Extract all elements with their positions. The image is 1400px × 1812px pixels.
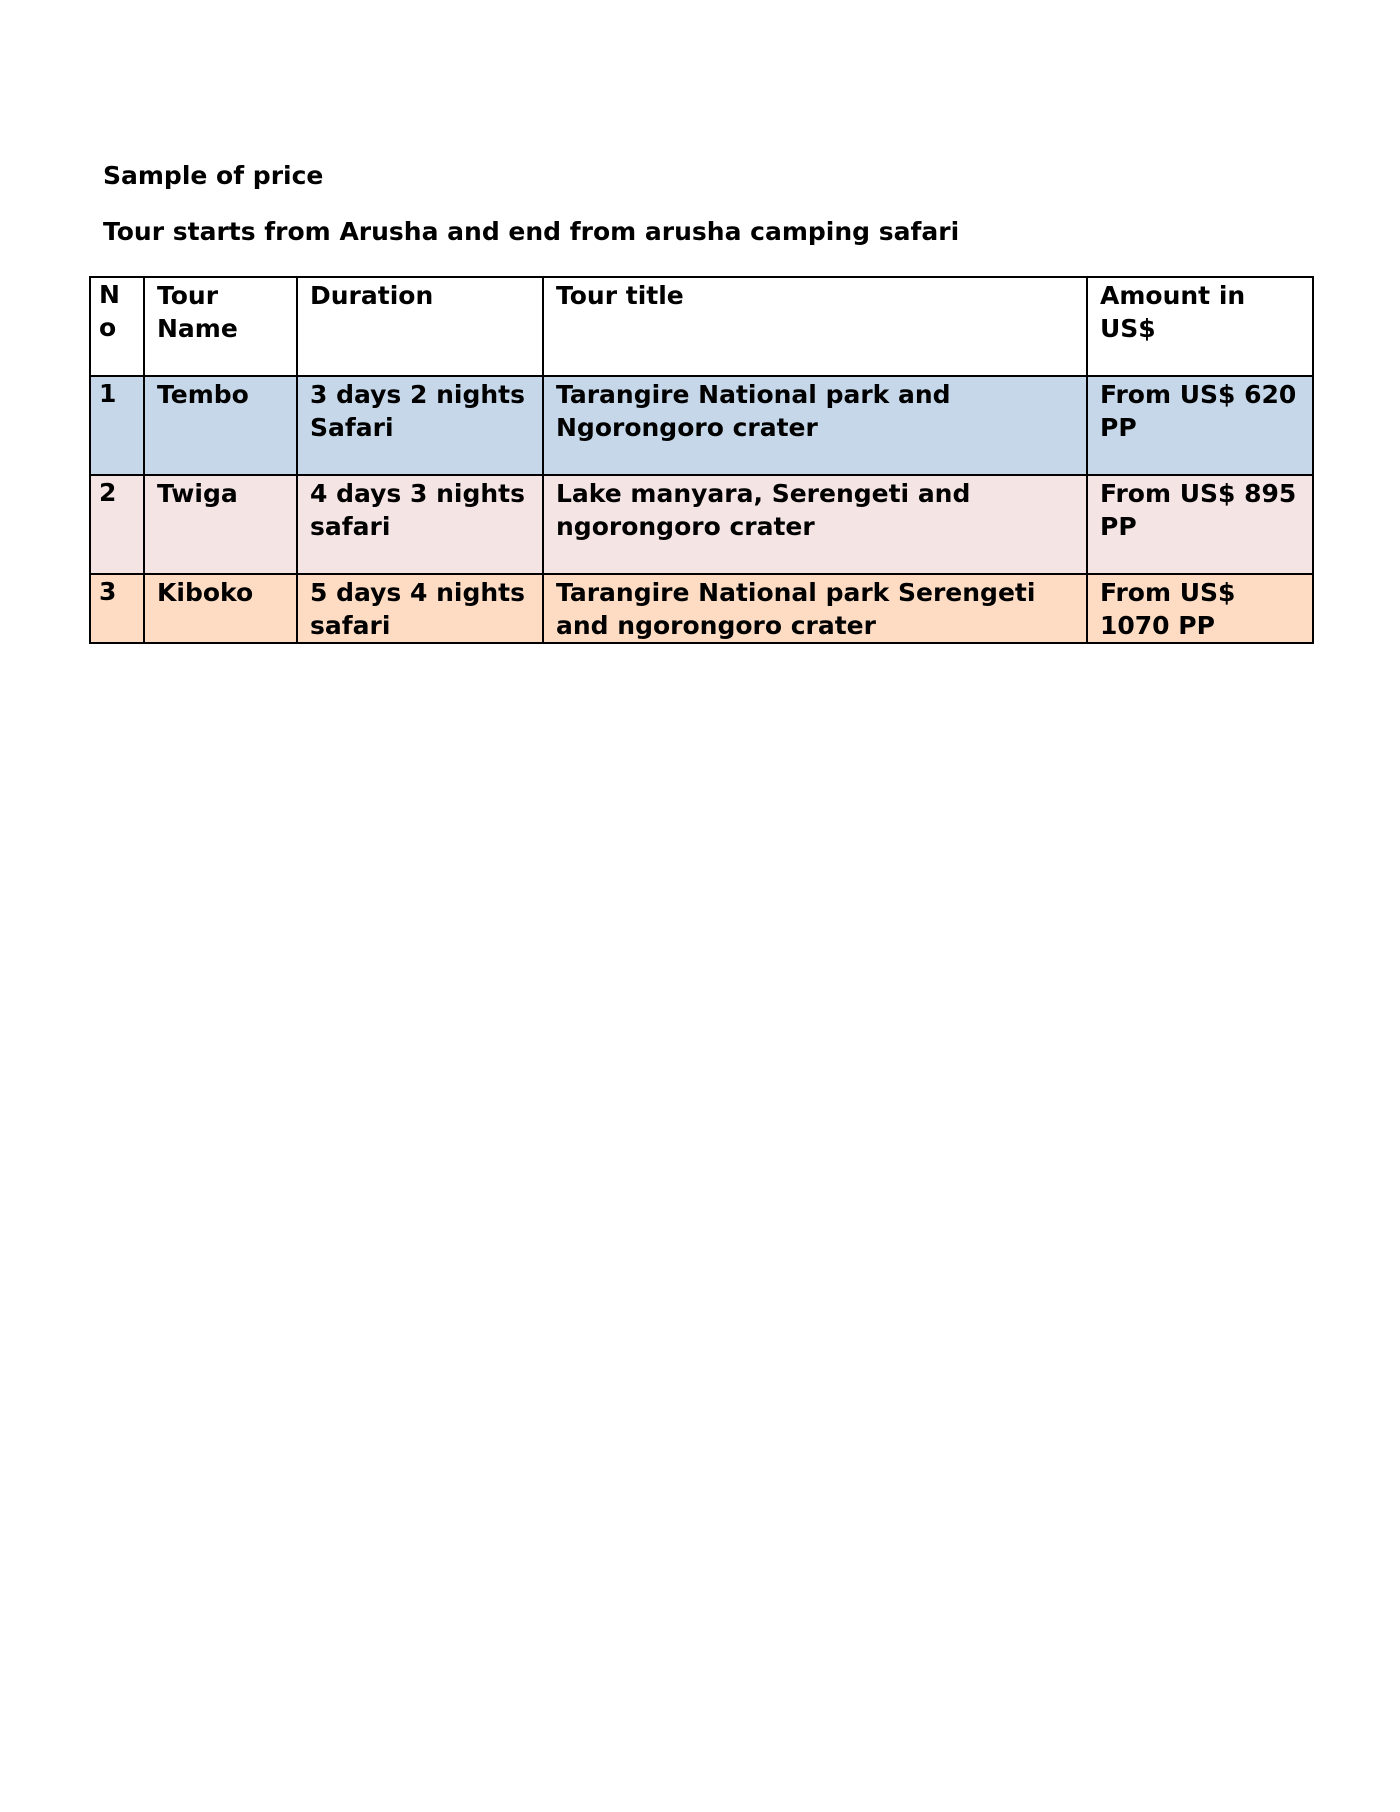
cell-tour-name: Kiboko <box>144 574 297 643</box>
cell-amount: From US$ 1070 PP <box>1087 574 1313 643</box>
cell-tour-name: Tembo <box>144 376 297 475</box>
cell-duration: 5 days 4 nights safari <box>297 574 543 643</box>
document-heading: Sample of price <box>103 161 324 190</box>
header-cell-duration: Duration <box>297 277 543 376</box>
price-table <box>89 276 1314 644</box>
cell-no: 2 <box>90 475 144 574</box>
header-cell-amount: Amount in US$ <box>1087 277 1313 376</box>
cell-tour-title: Tarangire National park Serengeti and ngorongoro crater <box>543 574 1087 643</box>
table-row <box>90 475 1313 574</box>
document-subheading: Tour starts from Arusha and end from arusha camping safari <box>103 217 960 246</box>
cell-duration: 4 days 3 nights safari <box>297 475 543 574</box>
cell-no: 3 <box>90 574 144 643</box>
header-cell-no: N o <box>90 277 144 376</box>
table-row <box>90 376 1313 475</box>
cell-tour-title: Lake manyara, Serengeti and ngorongoro crater <box>543 475 1087 574</box>
cell-tour-title: Tarangire National park and Ngorongoro crater <box>543 376 1087 475</box>
cell-duration: 3 days 2 nights Safari <box>297 376 543 475</box>
cell-tour-name: Twiga <box>144 475 297 574</box>
cell-no: 1 <box>90 376 144 475</box>
table-header-row <box>90 277 1313 376</box>
cell-amount: From US$ 895 PP <box>1087 475 1313 574</box>
header-cell-tour-name: Tour Name <box>144 277 297 376</box>
table-row <box>90 574 1313 643</box>
cell-amount: From US$ 620 PP <box>1087 376 1313 475</box>
header-cell-tour-title: Tour title <box>543 277 1087 376</box>
